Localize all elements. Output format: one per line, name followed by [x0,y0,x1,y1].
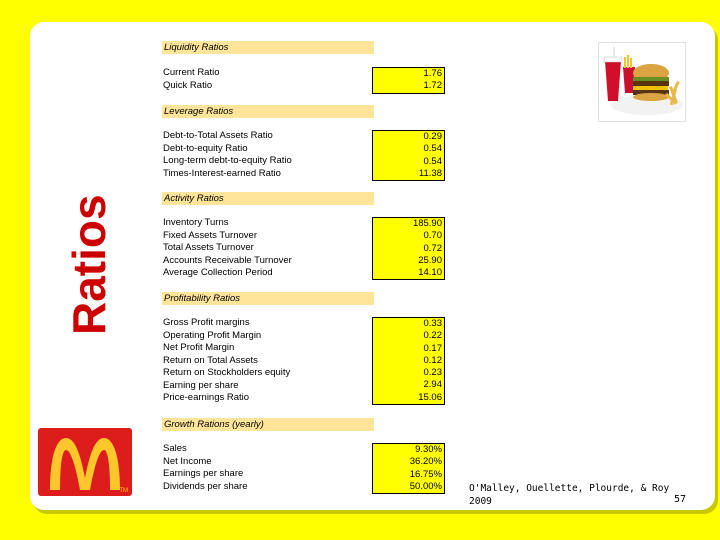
label-fixed-assets-turnover: Fixed Assets Turnover [163,229,257,241]
section-header-profitability: Profitability Ratios [162,292,374,305]
labels-activity [163,217,292,280]
label-gross-profit: Gross Profit margins [163,317,250,328]
footer-authors-line1: O'Malley, Ouellette, Plourde, & Roy [469,483,670,494]
footer-authors-line2: 2009 [469,496,492,507]
label-pe-ratio: Price-earnings Ratio [163,392,250,403]
value-times-interest: 11.38 [418,167,442,179]
food-photo [598,42,686,122]
labels-liquidity [163,67,220,92]
value-current-ratio: 1.76 [423,68,442,79]
label-lt-debt-equity: Long-term debt-to-equity Ratio [163,155,292,166]
label-return-equity: Return on Stockholders equity [163,367,291,378]
section-header-growth: Growth Rations (yearly) [162,418,374,431]
value-fixed-assets-turnover: 0.70 [423,230,442,242]
value-net-profit: 0.17 [423,342,442,354]
section-header-activity: Activity Ratios [162,192,374,205]
value-inventory-turns: 185.90 [412,218,442,229]
value-sales: 9.30% [415,444,442,455]
slide-title: Ratios [63,194,115,335]
label-return-total-assets: Return on Total Assets [163,354,258,366]
values-profitability [372,317,445,405]
label-current-ratio: Current Ratio [163,67,220,78]
section-header-liquidity: Liquidity Ratios [162,41,374,54]
label-debt-equity: Debt-to-equity Ratio [163,142,248,154]
value-avg-collection: 14.10 [418,267,442,279]
label-avg-collection: Average Collection Period [163,267,273,278]
label-dividends: Dividends per share [163,480,248,492]
label-eps: Earning per share [163,379,239,391]
value-ar-turnover: 25.90 [418,254,442,266]
label-times-interest: Times-Interest-earned Ratio [163,167,281,179]
label-quick-ratio: Quick Ratio [163,79,213,91]
label-sales: Sales [163,443,187,454]
label-net-income: Net Income [163,455,212,467]
value-operating-profit: 0.22 [423,330,442,342]
value-eps: 2.94 [423,379,442,391]
value-pe-ratio: 15.06 [418,391,442,403]
label-net-profit: Net Profit Margin [163,342,235,353]
label-operating-profit: Operating Profit Margin [163,329,262,341]
label-total-assets-turnover: Total Assets Turnover [163,242,254,253]
values-leverage [372,130,445,181]
section-header-leverage: Leverage Ratios [162,105,374,118]
labels-leverage [163,130,292,180]
value-return-total-assets: 0.12 [423,354,442,366]
label-growth-eps: Earnings per share [163,468,244,479]
value-net-income: 36.20% [409,456,442,468]
value-total-assets-turnover: 0.72 [423,242,442,254]
mcdonalds-logo [38,428,132,496]
values-growth [372,443,445,494]
values-liquidity [372,67,445,94]
value-quick-ratio: 1.72 [423,80,442,92]
labels-growth [163,443,248,493]
burger-meal-icon [599,43,685,121]
label-inventory-turns: Inventory Turns [163,217,229,228]
label-ar-turnover: Accounts Receivable Turnover [163,254,292,266]
page-number: 57 [674,494,687,505]
label-debt-total-assets: Debt-to-Total Assets Ratio [163,130,273,141]
value-return-equity: 0.23 [423,367,442,379]
value-growth-eps: 16.75% [409,468,442,480]
values-activity [372,217,445,280]
value-debt-total-assets: 0.29 [423,131,442,142]
golden-arches-icon [38,428,132,496]
value-gross-profit: 0.33 [423,318,442,329]
value-debt-equity: 0.54 [423,143,442,155]
footer-authors [469,482,669,508]
value-dividends: 50.00% [409,480,442,492]
value-lt-debt-equity: 0.54 [423,155,442,167]
trademark-symbol: TM [119,488,128,494]
labels-profitability [163,317,290,405]
